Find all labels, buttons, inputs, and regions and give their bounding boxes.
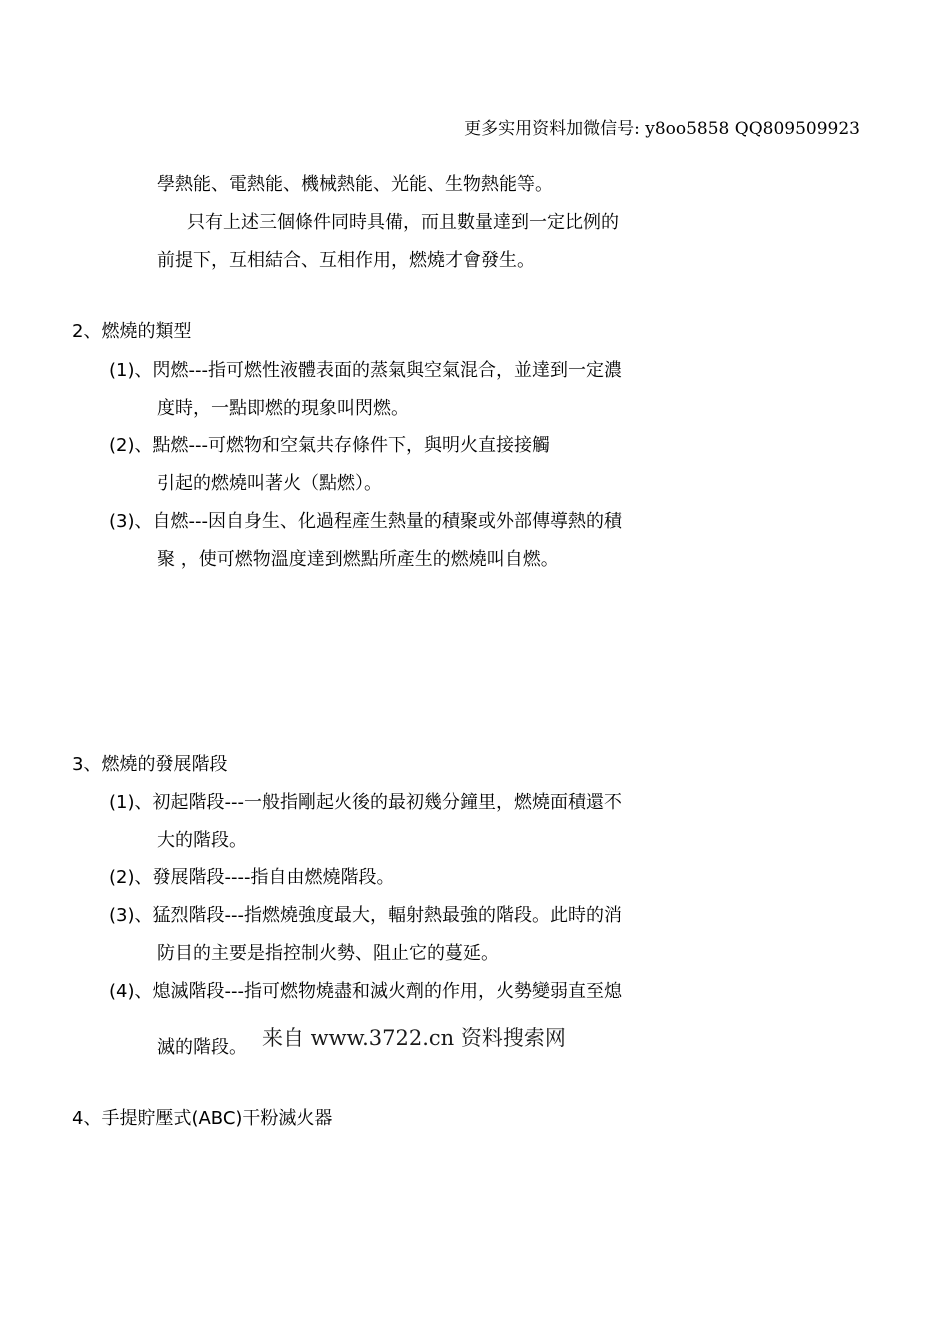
section-2-item-2-cont: 引起的燃燒叫著火（點燃）。	[157, 473, 382, 494]
intro-line-2: 只有上述三個條件同時具備，而且數量達到一定比例的	[187, 212, 619, 233]
source-watermark: 来自 www.3722.cn 资料搜索网	[262, 1026, 566, 1050]
section-2-item-2: (2)、點燃---可燃物和空氣共存條件下，與明火直接接觸	[109, 435, 550, 456]
section-3-heading: 3、燃燒的發展階段	[72, 754, 228, 775]
section-3-item-3: (3)、猛烈階段---指燃燒強度最大，輻射熱最強的階段。此時的消	[109, 905, 622, 926]
intro-line-1: 學熱能、電熱能、機械熱能、光能、生物熱能等。	[157, 174, 553, 195]
intro-line-3: 前提下，互相結合、互相作用，燃燒才會發生。	[157, 250, 535, 271]
section-3-item-2: (2)、發展階段----指自由燃燒階段。	[109, 867, 395, 888]
section-3-item-4-cont: 滅的階段。	[157, 1037, 247, 1058]
section-2-heading: 2、燃燒的類型	[72, 321, 192, 342]
section-2-item-3: (3)、自燃---因自身生、化過程產生熱量的積聚或外部傳導熱的積	[109, 511, 622, 532]
section-2-item-1: (1)、閃燃---指可燃性液體表面的蒸氣與空氣混合，並達到一定濃	[109, 360, 622, 381]
section-3-item-1-cont: 大的階段。	[157, 830, 247, 851]
section-2-item-1-cont: 度時，一點即燃的現象叫閃燃。	[157, 398, 409, 419]
section-2-item-3-cont: 聚 ，使可燃物溫度達到燃點所產生的燃燒叫自燃。	[157, 549, 559, 570]
section-3-item-4: (4)、熄滅階段---指可燃物燒盡和滅火劑的作用，火勢變弱直至熄	[109, 981, 622, 1002]
section-4-heading: 4、手提貯壓式(ABC)干粉滅火器	[72, 1108, 333, 1129]
header-contact-note: 更多实用资料加微信号: y8oo5858 QQ809509923	[464, 119, 860, 139]
section-3-item-1: (1)、初起階段---一般指剛起火後的最初幾分鐘里，燃燒面積還不	[109, 792, 622, 813]
section-3-item-3-cont: 防目的主要是指控制火勢、阻止它的蔓延。	[157, 943, 499, 964]
